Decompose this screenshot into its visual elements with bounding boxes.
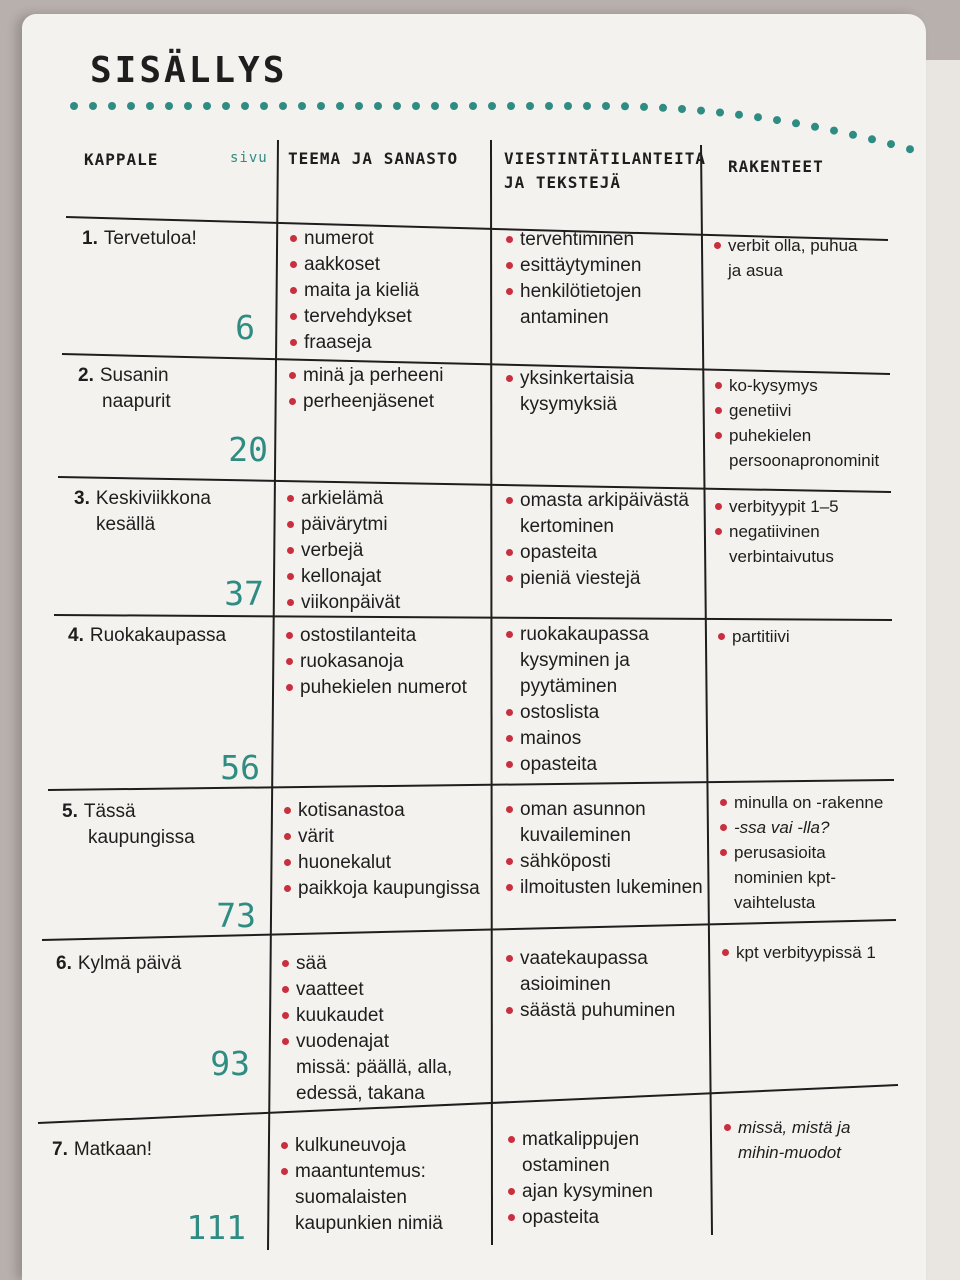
list-item: omasta arkipäivästä — [504, 488, 689, 514]
column-divider-3 — [701, 145, 712, 1235]
list-item: -ssa vai -lla? — [718, 815, 883, 840]
chapter-4-name: Ruokakaupassa — [89, 625, 227, 646]
chapter-4-teema-list — [284, 623, 467, 701]
list-item: matkalippujen — [506, 1127, 653, 1153]
chapter-1-page-number: 6 — [235, 308, 255, 347]
header-viestinta-line-1: VIESTINTÄTILANTEITA — [504, 149, 707, 168]
chapter-4-number: 4. — [68, 625, 84, 646]
page-title: SISÄLLYS — [90, 50, 288, 91]
chapter-3-name-line-2: kesällä — [96, 514, 156, 535]
list-item: säästä puhuminen — [504, 998, 675, 1024]
list-item: negatiivinen — [713, 519, 839, 544]
chapter-7-page-number: 111 — [186, 1208, 246, 1247]
list-item: tervehtiminen — [504, 227, 641, 253]
chapter-1-rakenteet-list — [712, 233, 857, 283]
list-item: perusasioita — [718, 840, 883, 865]
list-item: numerot — [288, 226, 419, 252]
list-item: ostoslista — [504, 700, 649, 726]
list-item: ko-kysymys — [713, 373, 879, 398]
chapter-1-number: 1. — [82, 228, 98, 249]
list-item: kuukaudet — [280, 1003, 452, 1029]
list-item: kysyminen ja — [520, 650, 630, 671]
list-item: kaupunkien nimiä — [295, 1213, 443, 1234]
chapter-7-title — [52, 1137, 152, 1163]
list-item: genetiivi — [713, 398, 879, 423]
list-item: sää — [280, 951, 452, 977]
list-item: esittäytyminen — [504, 253, 641, 279]
chapter-2-page-number: 20 — [228, 430, 268, 469]
chapter-4-viestinta-list — [504, 622, 649, 778]
chapter-7-rakenteet-list — [722, 1115, 850, 1165]
list-item: perheenjäsenet — [287, 389, 443, 415]
list-item: tervehdykset — [288, 304, 419, 330]
list-item: oman asunnon — [504, 797, 703, 823]
chapter-6-viestinta-list — [504, 946, 675, 1024]
list-item: vaatteet — [280, 977, 452, 1003]
list-item: päivärytmi — [285, 512, 400, 538]
list-item: henkilötietojen — [504, 279, 641, 305]
list-item: vaihtelusta — [734, 893, 816, 912]
chapter-2-name-line-2: naapurit — [102, 391, 171, 412]
list-item: vaatekaupassa — [504, 946, 675, 972]
chapter-2-teema-list — [287, 363, 443, 415]
chapter-1-teema-list — [288, 226, 419, 356]
row-divider-4 — [54, 615, 892, 620]
list-item: verbintaivutus — [729, 547, 834, 566]
chapter-2-number: 2. — [78, 365, 94, 386]
row-divider-5 — [48, 780, 894, 790]
header-rakenteet: RAKENTEET — [728, 157, 824, 176]
chapter-4-title — [68, 623, 226, 649]
chapter-3-name-line-1: Keskiviikkona — [95, 488, 211, 509]
list-item: puhekielen numerot — [284, 675, 467, 701]
chapter-2-rakenteet-list — [713, 373, 879, 473]
chapter-4-page-number: 56 — [220, 748, 260, 787]
list-item: ostaminen — [522, 1155, 610, 1176]
list-item: mainos — [504, 726, 649, 752]
list-item: maita ja kieliä — [288, 278, 419, 304]
header-viestinta-line-2: JA TEKSTEJÄ — [504, 173, 621, 192]
list-item: kpt verbityypissä 1 — [720, 940, 876, 965]
chapter-3-title — [74, 486, 211, 538]
chapter-3-number: 3. — [74, 488, 90, 509]
chapter-3-rakenteet-list — [713, 494, 839, 569]
chapter-5-viestinta-list — [504, 797, 703, 901]
header-teema: TEEMA JA SANASTO — [288, 149, 459, 168]
chapter-5-teema-list — [282, 798, 480, 902]
list-item: nominien kpt- — [734, 868, 837, 887]
chapter-1-viestinta-list — [504, 227, 641, 331]
column-divider-2 — [491, 140, 492, 1245]
list-item: ruokasanoja — [284, 649, 467, 675]
list-item: puhekielen — [713, 423, 879, 448]
chapter-1-title — [82, 226, 197, 252]
chapter-6-name: Kylmä päivä — [77, 953, 182, 974]
list-item: verbityypit 1–5 — [713, 494, 839, 519]
list-item: kuvaileminen — [520, 825, 631, 846]
chapter-2-name-line-1: Susanin — [99, 365, 169, 386]
list-item: partitiivi — [716, 624, 790, 649]
chapter-5-page-number: 73 — [216, 896, 256, 935]
chapter-5-number: 5. — [62, 801, 78, 822]
list-item: ilmoitusten lukeminen — [504, 875, 703, 901]
list-item: opasteita — [504, 540, 689, 566]
list-item: kulkuneuvoja — [279, 1133, 443, 1159]
list-item: vuodenajat — [280, 1029, 452, 1055]
list-item: mihin-muodot — [738, 1143, 841, 1162]
list-item: viikonpäivät — [285, 590, 400, 616]
chapter-7-number: 7. — [52, 1139, 68, 1160]
chapter-5-rakenteet-list — [718, 790, 883, 915]
list-item: ostostilanteita — [284, 623, 467, 649]
chapter-3-teema-list — [285, 486, 400, 616]
chapter-7-viestinta-list — [506, 1127, 653, 1231]
list-item: opasteita — [504, 752, 649, 778]
row-divider-6 — [42, 920, 896, 940]
list-item: opasteita — [506, 1205, 653, 1231]
list-item: kertominen — [520, 516, 614, 537]
list-item: ja asua — [728, 261, 783, 280]
column-divider-1 — [268, 140, 278, 1250]
chapter-5-title — [62, 799, 195, 851]
list-item: arkielämä — [285, 486, 400, 512]
list-item: kysymyksiä — [520, 394, 618, 415]
list-item: ajan kysyminen — [506, 1179, 653, 1205]
chapter-6-page-number: 93 — [210, 1044, 250, 1083]
chapter-6-title — [56, 951, 181, 977]
row-divider-2 — [62, 354, 890, 374]
chapter-3-viestinta-list — [504, 488, 689, 592]
list-item: missä: päällä, alla, — [296, 1057, 453, 1078]
list-item: asioiminen — [520, 974, 611, 995]
chapter-2-title — [78, 363, 171, 415]
header-sivu: sivu — [230, 150, 268, 166]
list-item: minä ja perheeni — [287, 363, 443, 389]
chapter-5-name-line-2: kaupungissa — [88, 827, 195, 848]
list-item: huonekalut — [282, 850, 480, 876]
list-item: pieniä viestejä — [504, 566, 689, 592]
list-item: missä, mistä ja — [722, 1115, 850, 1140]
chapter-6-rakenteet-list — [720, 940, 876, 965]
chapter-1-name: Tervetuloa! — [103, 228, 197, 249]
list-item: sähköposti — [504, 849, 703, 875]
list-item: suomalaisten — [295, 1187, 407, 1208]
list-item: minulla on -rakenne — [718, 790, 883, 815]
list-item: ruokakaupassa — [504, 622, 649, 648]
list-item: kotisanastoa — [282, 798, 480, 824]
list-item: verbejä — [285, 538, 400, 564]
chapter-4-rakenteet-list — [716, 624, 790, 649]
list-item: antaminen — [520, 307, 609, 328]
chapter-2-viestinta-list — [504, 366, 634, 418]
chapter-5-name-line-1: Tässä — [83, 801, 136, 822]
list-item: edessä, takana — [296, 1083, 425, 1104]
list-item: verbit olla, puhua — [712, 233, 857, 258]
list-item: fraaseja — [288, 330, 419, 356]
list-item: maantuntemus: — [279, 1159, 443, 1185]
list-item: paikkoja kaupungissa — [282, 876, 480, 902]
list-item: pyytäminen — [520, 676, 618, 697]
list-item: yksinkertaisia — [504, 366, 634, 392]
chapter-7-teema-list — [279, 1133, 443, 1237]
chapter-3-page-number: 37 — [224, 574, 264, 613]
chapter-7-name: Matkaan! — [73, 1139, 153, 1160]
list-item: kellonajat — [285, 564, 400, 590]
chapter-6-teema-list — [280, 951, 452, 1107]
list-item: aakkoset — [288, 252, 419, 278]
chapter-6-number: 6. — [56, 953, 72, 974]
header-kappale: KAPPALE — [84, 150, 159, 169]
list-item: persoonapronominit — [729, 451, 880, 470]
list-item: värit — [282, 824, 480, 850]
